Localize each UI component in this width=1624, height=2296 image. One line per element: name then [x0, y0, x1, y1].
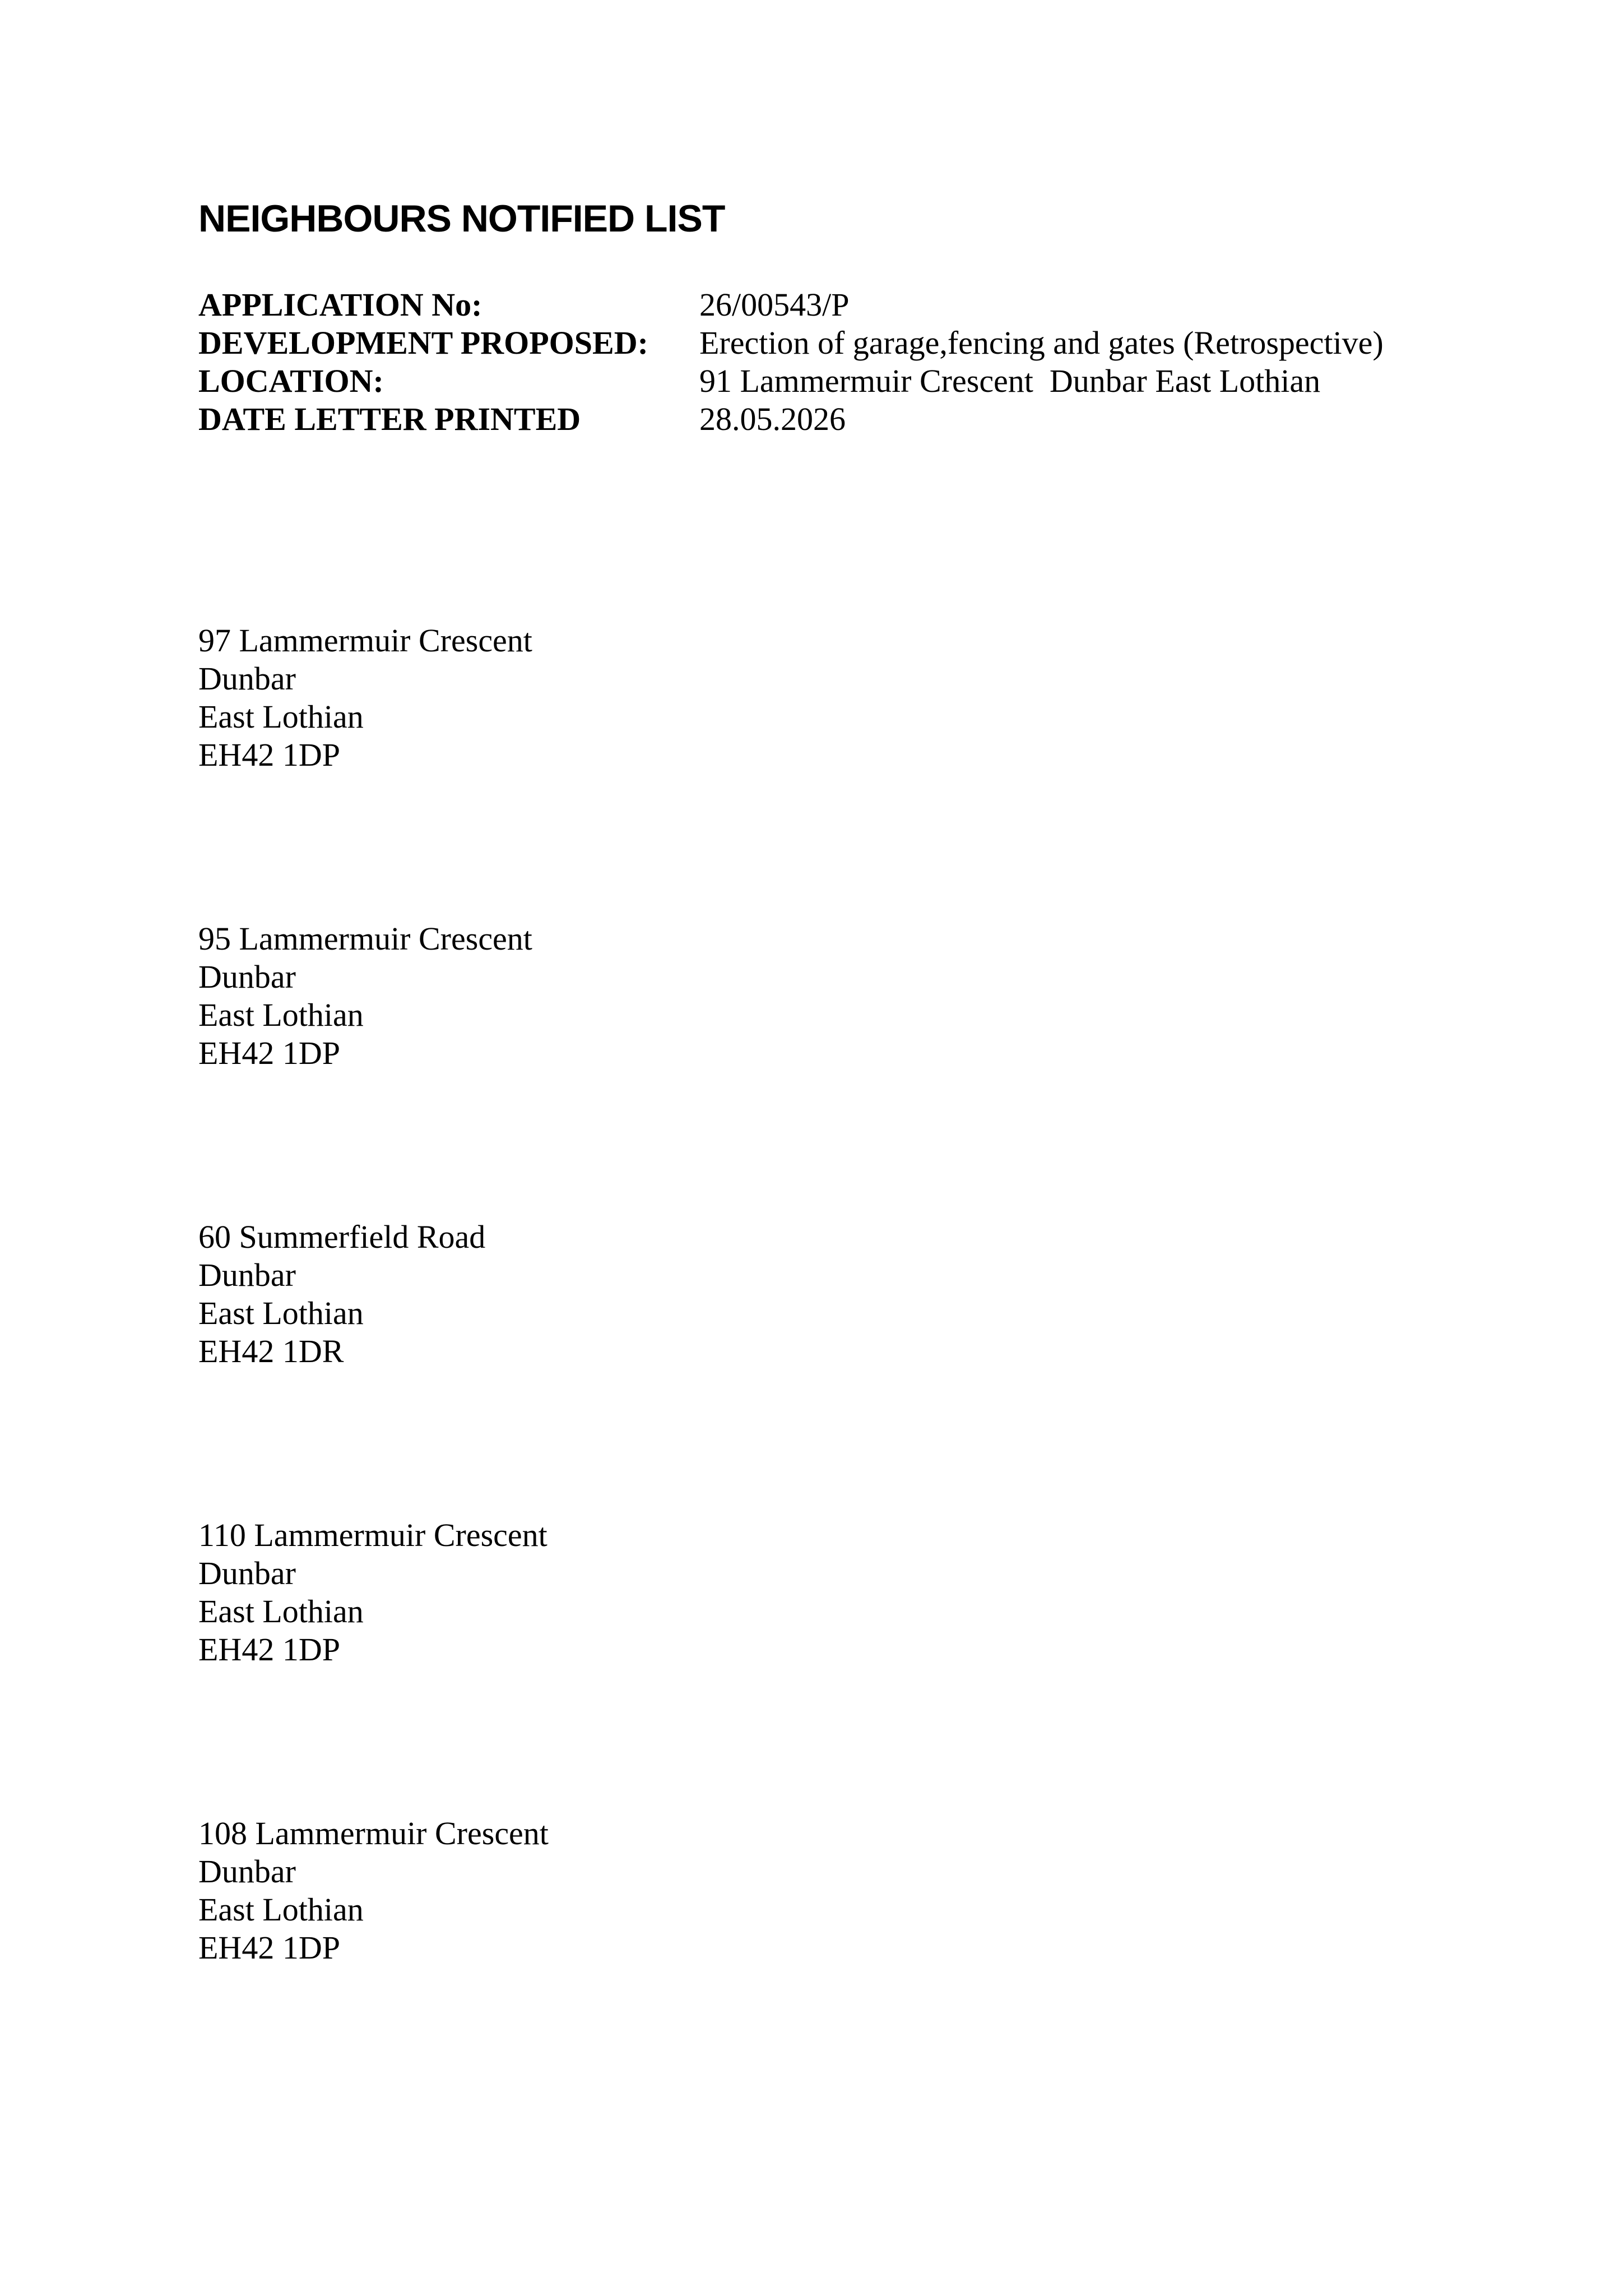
location-value: 91 Lammermuir Crescent Dunbar East Lothian — [699, 363, 1321, 399]
address-region: East Lothian — [198, 698, 364, 735]
address-region: East Lothian — [198, 1891, 364, 1928]
address-region: East Lothian — [198, 997, 364, 1033]
address-street: 108 Lammermuir Crescent — [198, 1815, 549, 1851]
address-block — [198, 1516, 547, 1669]
address-town: Dunbar — [198, 1257, 296, 1293]
address-block — [198, 622, 532, 774]
address-postcode: EH42 1DP — [198, 1035, 340, 1071]
date-letter-printed-value: 28.05.2026 — [699, 401, 846, 437]
development-proposed-label: DEVELOPMENT PROPOSED: — [198, 325, 648, 361]
address-postcode: EH42 1DP — [198, 1929, 340, 1966]
address-region: East Lothian — [198, 1593, 364, 1630]
address-town: Dunbar — [198, 1555, 296, 1591]
date-letter-printed-row — [198, 400, 1384, 438]
address-town: Dunbar — [198, 1853, 296, 1890]
address-street: 97 Lammermuir Crescent — [198, 622, 532, 659]
date-letter-printed-label: DATE LETTER PRINTED — [198, 401, 581, 437]
address-town: Dunbar — [198, 660, 296, 697]
page-title: NEIGHBOURS NOTIFIED LIST — [198, 197, 725, 240]
location-row — [198, 362, 1384, 400]
address-town: Dunbar — [198, 959, 296, 995]
address-street: 60 Summerfield Road — [198, 1219, 486, 1255]
location-label: LOCATION: — [198, 363, 384, 399]
development-proposed-row — [198, 324, 1384, 362]
address-street: 110 Lammermuir Crescent — [198, 1517, 547, 1553]
address-postcode: EH42 1DR — [198, 1333, 344, 1369]
address-region: East Lothian — [198, 1295, 364, 1331]
application-number-value: 26/00543/P — [699, 286, 850, 323]
application-details — [198, 286, 1384, 438]
address-block — [198, 1218, 485, 1371]
application-number-label: APPLICATION No: — [198, 286, 482, 323]
application-number-row — [198, 286, 1384, 324]
address-block — [198, 1814, 549, 1967]
address-postcode: EH42 1DP — [198, 1631, 340, 1668]
development-proposed-value: Erection of garage,fencing and gates (Retrospective) — [699, 325, 1384, 361]
address-street: 95 Lammermuir Crescent — [198, 920, 532, 957]
address-block — [198, 920, 532, 1072]
address-postcode: EH42 1DP — [198, 737, 340, 773]
